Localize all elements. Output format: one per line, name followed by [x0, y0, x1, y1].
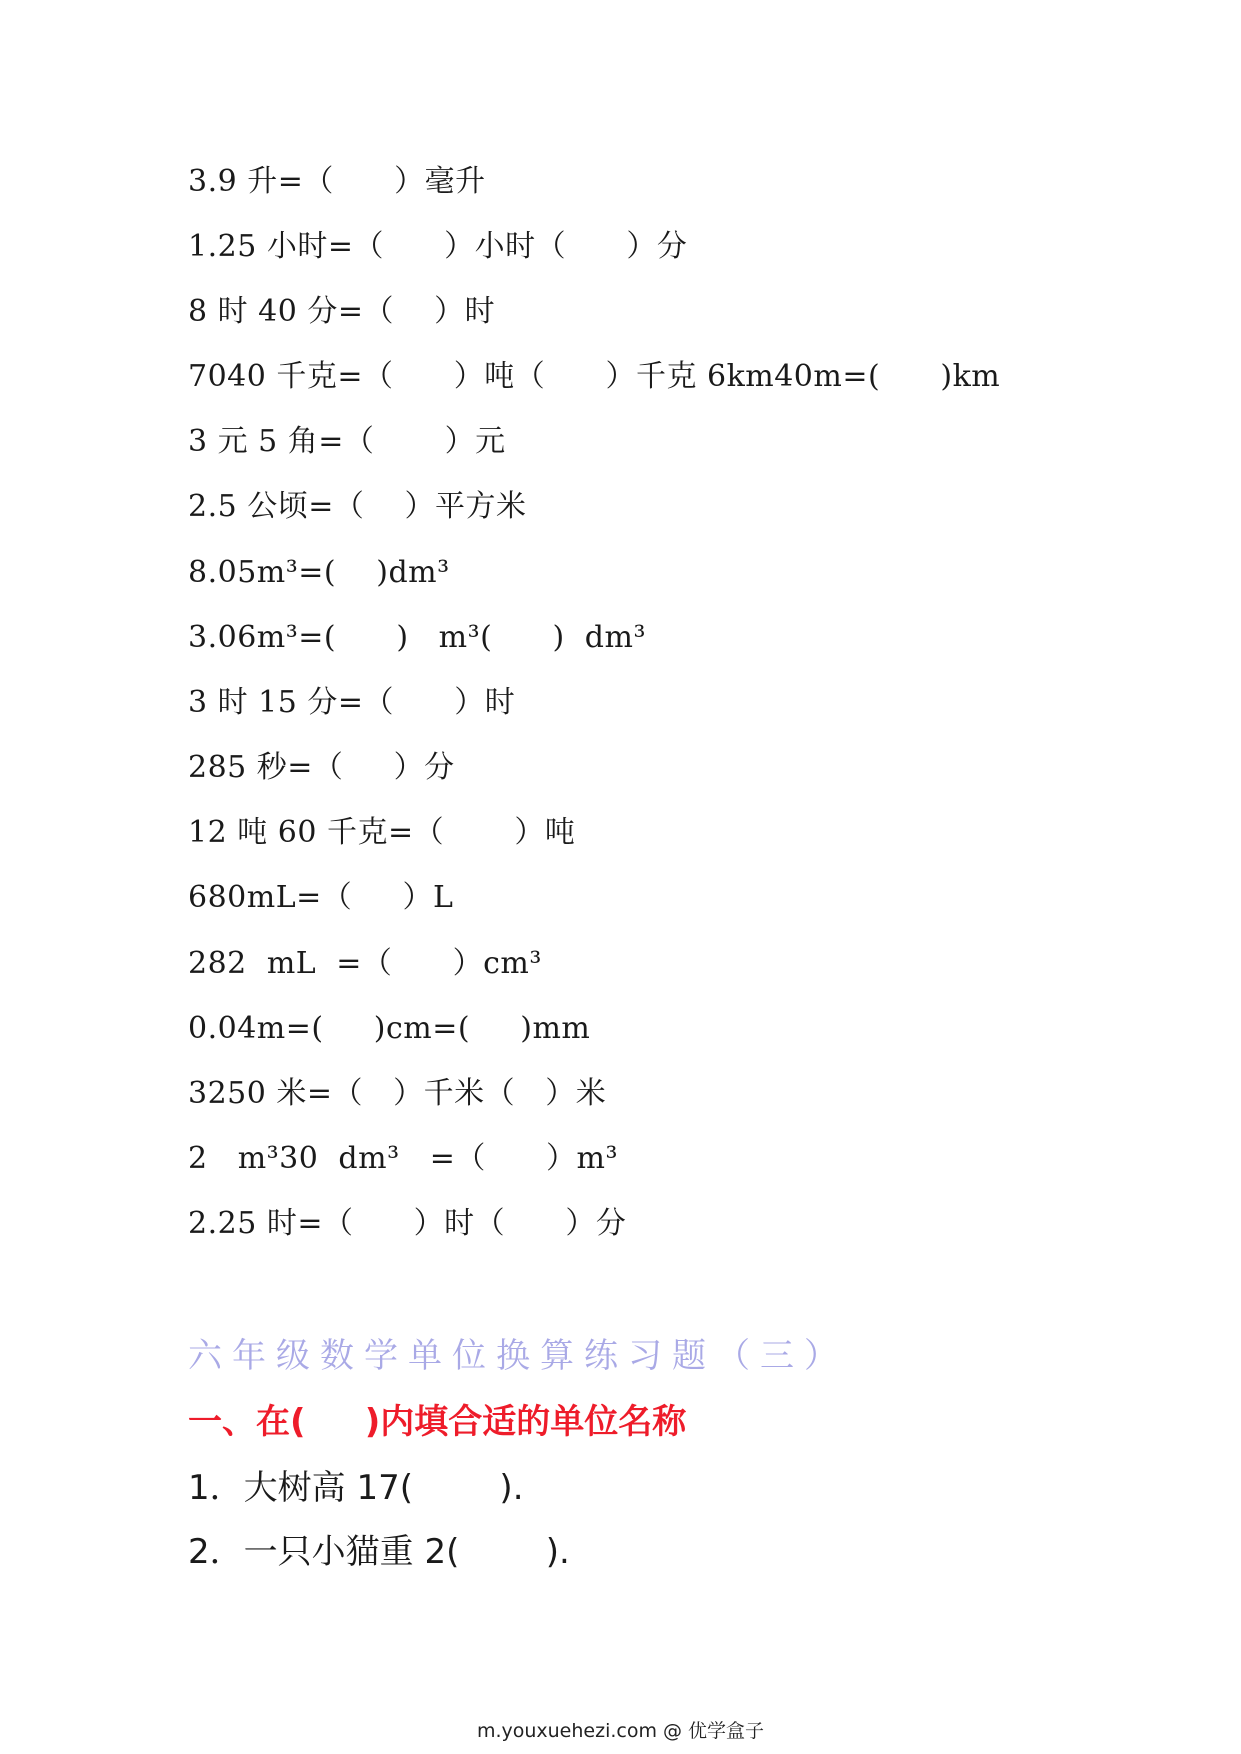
exercise-line: 1.25 小时=（ ）小时（ ）分 — [188, 229, 688, 264]
section-heading: 一、在( )内填合适的单位名称 — [188, 1402, 687, 1442]
exercise-line: 7040 千克=（ ）吨（ ）千克 6km40m=( )km — [188, 359, 1001, 394]
exercise-line: 2 m³30 dm³ =（ ）m³ — [188, 1141, 619, 1176]
exercise-line: 8 时 40 分=（ ）时 — [188, 294, 496, 329]
worksheet-title: 六年级数学单位换算练习题（三） — [188, 1336, 848, 1376]
exercise-line: 3 元 5 角=（ ）元 — [188, 424, 506, 459]
question-item: 1．大树高 17( ). — [188, 1468, 524, 1508]
exercise-line: 2.5 公顷=（ ）平方米 — [188, 489, 527, 524]
exercise-line: 285 秒=（ ）分 — [188, 750, 455, 785]
exercise-line: 2.25 时=（ ）时（ ）分 — [188, 1206, 627, 1241]
exercise-line: 3.9 升=（ ）毫升 — [188, 164, 486, 199]
exercise-line: 12 吨 60 千克=（ ）吨 — [188, 815, 576, 850]
exercise-line: 282 mL =（ ）cm³ — [188, 946, 542, 981]
exercise-line: 3 时 15 分=（ ）时 — [188, 685, 516, 720]
exercise-line: 3250 米=（ ）千米（ ）米 — [188, 1076, 607, 1111]
footer-watermark: m.youxuehezi.com @ 优学盒子 — [476, 1720, 765, 1742]
exercise-line: 680mL=（ ）L — [188, 880, 454, 915]
question-item: 2．一只小猫重 2( ). — [188, 1532, 570, 1572]
exercise-line: 8.05m³=( )dm³ — [188, 555, 450, 590]
exercise-line: 0.04m=( )cm=( )mm — [188, 1011, 591, 1046]
exercise-line: 3.06m³=( ) m³( ) dm³ — [188, 620, 646, 655]
